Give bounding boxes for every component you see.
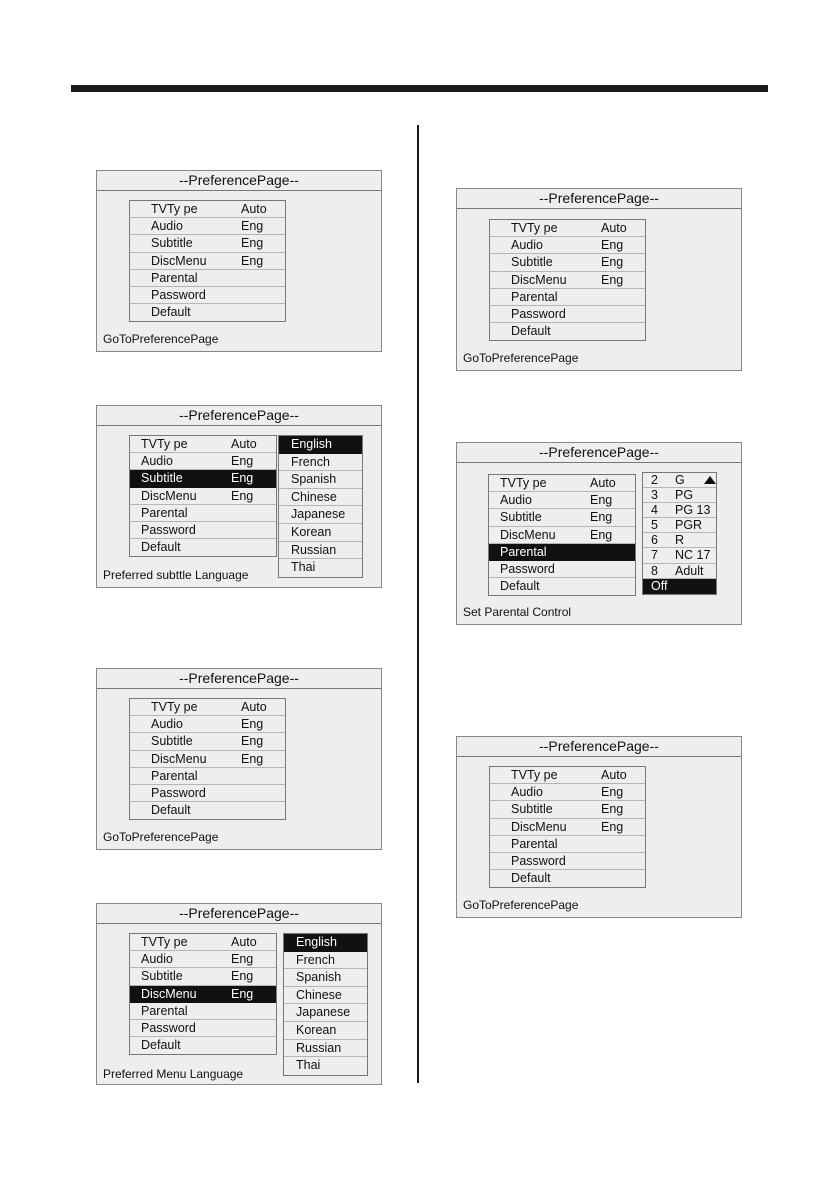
menu-item-value: Eng xyxy=(601,785,624,800)
menu-item-label: DiscMenu xyxy=(511,272,567,287)
rating-level: 5 xyxy=(651,518,658,533)
rating-option[interactable] xyxy=(643,564,716,579)
menu-item-label: Parental xyxy=(500,544,547,559)
menu-item-value: Eng xyxy=(601,802,624,817)
rating-option[interactable] xyxy=(643,488,716,503)
menu-item-label: Parental xyxy=(141,505,188,520)
language-option[interactable]: French xyxy=(279,454,362,472)
language-option[interactable]: Spanish xyxy=(279,471,362,489)
rating-label: PGR xyxy=(675,518,703,533)
menu-item-value: Eng xyxy=(241,734,264,749)
menu-item-password[interactable] xyxy=(489,561,635,578)
menu-item-label: Password xyxy=(511,306,566,321)
menu-item-label: Parental xyxy=(151,270,198,285)
menu-item-label: Password xyxy=(141,522,196,537)
menu-item-tvtype[interactable] xyxy=(130,699,285,716)
rating-label: Off xyxy=(651,578,668,593)
menu-item-label: Subtitle xyxy=(511,255,553,270)
rating-option[interactable] xyxy=(643,518,716,533)
menu-item-password[interactable] xyxy=(490,853,645,870)
rating-option[interactable] xyxy=(643,503,716,518)
menu-item-value: Auto xyxy=(231,935,257,949)
status-text: GoToPreferencePage xyxy=(463,351,579,365)
preference-panel-7 xyxy=(456,736,742,918)
menu-item-label: Parental xyxy=(141,1003,188,1018)
menu-item-audio[interactable] xyxy=(130,218,285,235)
menu-item-discmenu[interactable] xyxy=(130,488,276,505)
preference-panel-3 xyxy=(96,668,382,850)
menu-item-subtitle[interactable] xyxy=(489,509,635,526)
preference-menu xyxy=(129,698,286,820)
menu-item-default[interactable] xyxy=(130,802,285,819)
menu-item-label: Subtitle xyxy=(500,510,542,525)
menu-item-parental[interactable] xyxy=(490,836,645,853)
menu-item-label: Password xyxy=(141,1020,196,1035)
menu-item-label: DiscMenu xyxy=(500,527,556,542)
menu-item-label: Default xyxy=(151,803,191,818)
parental-rating-list xyxy=(642,472,717,595)
menu-item-value: Eng xyxy=(590,510,613,525)
menu-item-audio[interactable] xyxy=(490,784,645,801)
menu-item-value: Eng xyxy=(231,969,254,984)
menu-item-value: Eng xyxy=(241,717,264,732)
menu-item-label: Password xyxy=(151,785,206,800)
menu-item-tvtype[interactable] xyxy=(130,436,276,453)
menu-item-value: Auto xyxy=(231,437,257,451)
menu-item-value: Auto xyxy=(241,700,267,714)
menu-item-subtitle[interactable] xyxy=(130,968,276,985)
preference-panel-1 xyxy=(96,170,382,352)
rating-option[interactable] xyxy=(643,548,716,563)
preference-menu xyxy=(489,766,646,888)
rating-label: G xyxy=(675,473,685,487)
menu-item-audio[interactable] xyxy=(130,453,276,470)
menu-item-label: DiscMenu xyxy=(141,986,197,1001)
menu-item-parental[interactable] xyxy=(130,505,276,522)
menu-item-label: Parental xyxy=(511,836,558,851)
menu-item-value: Eng xyxy=(231,986,254,1001)
panel-title: --PreferencePage-- xyxy=(457,443,741,463)
language-option[interactable]: English xyxy=(279,436,362,454)
preference-panel-2 xyxy=(96,405,382,588)
menu-item-discmenu[interactable] xyxy=(130,986,276,1003)
menu-item-discmenu[interactable] xyxy=(130,751,285,768)
menu-item-tvtype[interactable] xyxy=(130,934,276,951)
menu-item-subtitle[interactable] xyxy=(130,235,285,252)
menu-item-parental[interactable] xyxy=(130,1003,276,1020)
language-option[interactable]: Thai xyxy=(291,560,316,575)
panel-title: --PreferencePage-- xyxy=(97,171,381,191)
menu-item-label: DiscMenu xyxy=(151,253,207,268)
menu-item-tvtype[interactable] xyxy=(490,220,645,237)
rating-level: 3 xyxy=(651,488,658,503)
language-list xyxy=(283,933,368,1076)
menu-item-subtitle[interactable] xyxy=(130,470,276,487)
menu-item-label: Audio xyxy=(151,219,183,234)
status-text: Preferred Menu Language xyxy=(103,1067,244,1081)
status-text: GoToPreferencePage xyxy=(103,332,219,346)
language-option[interactable]: Chinese xyxy=(279,489,362,507)
language-option[interactable]: Spanish xyxy=(284,969,367,987)
menu-item-value: Auto xyxy=(601,221,627,235)
menu-item-label: Audio xyxy=(141,454,173,469)
rating-option[interactable] xyxy=(643,533,716,548)
menu-item-label: Default xyxy=(141,540,181,555)
language-option[interactable]: Thai xyxy=(296,1058,321,1073)
language-option[interactable]: Japanese xyxy=(279,506,362,524)
menu-item-value: Auto xyxy=(601,768,627,782)
language-list xyxy=(278,435,363,578)
rating-option-off[interactable] xyxy=(643,579,716,594)
menu-item-tvtype[interactable] xyxy=(490,767,645,784)
menu-item-value: Eng xyxy=(241,253,264,268)
menu-item-label: Subtitle xyxy=(151,236,193,251)
menu-item-audio[interactable] xyxy=(130,716,285,733)
menu-item-value: Eng xyxy=(601,238,624,253)
rating-label: R xyxy=(675,533,685,548)
preference-menu xyxy=(129,933,277,1055)
menu-item-default[interactable] xyxy=(490,323,645,340)
rating-label: NC 17 xyxy=(675,548,711,563)
menu-item-value: Eng xyxy=(231,454,254,469)
menu-item-label: Audio xyxy=(511,238,543,253)
menu-item-default[interactable] xyxy=(130,539,276,556)
menu-item-label: TVTy pe xyxy=(500,476,547,490)
menu-item-password[interactable] xyxy=(130,522,276,539)
language-option[interactable]: English xyxy=(284,934,367,952)
preference-panel-4 xyxy=(96,903,382,1085)
language-option[interactable]: Russian xyxy=(279,542,362,560)
menu-item-label: TVTy pe xyxy=(141,935,188,949)
menu-item-discmenu[interactable] xyxy=(490,819,645,836)
menu-item-value: Eng xyxy=(241,219,264,234)
panel-title: --PreferencePage-- xyxy=(97,669,381,689)
menu-item-audio[interactable] xyxy=(490,237,645,254)
rating-level: 6 xyxy=(651,533,658,548)
menu-item-discmenu[interactable] xyxy=(490,272,645,289)
menu-item-label: TVTy pe xyxy=(511,768,558,782)
menu-item-label: Parental xyxy=(151,768,198,783)
menu-item-value: Eng xyxy=(241,751,264,766)
menu-item-value: Eng xyxy=(590,527,613,542)
status-text: Preferred subttle Language xyxy=(103,568,249,582)
menu-item-subtitle[interactable] xyxy=(130,733,285,750)
menu-item-parental[interactable] xyxy=(130,270,285,287)
menu-item-default[interactable] xyxy=(130,1037,276,1054)
panel-title: --PreferencePage-- xyxy=(457,189,741,209)
menu-item-label: Parental xyxy=(511,289,558,304)
scroll-up-arrow-icon[interactable] xyxy=(704,476,716,484)
menu-item-password[interactable] xyxy=(130,287,285,304)
language-option[interactable]: French xyxy=(284,952,367,970)
menu-item-label: Default xyxy=(511,324,551,339)
menu-item-label: Subtitle xyxy=(141,969,183,984)
menu-item-label: Audio xyxy=(141,952,173,967)
preference-panel-6 xyxy=(456,442,742,625)
menu-item-parental[interactable] xyxy=(490,289,645,306)
menu-item-password[interactable] xyxy=(490,306,645,323)
menu-item-label: Default xyxy=(511,871,551,886)
menu-item-label: DiscMenu xyxy=(141,488,197,503)
menu-item-label: Default xyxy=(500,579,540,594)
menu-item-parental[interactable] xyxy=(489,544,635,561)
preference-menu xyxy=(129,200,286,322)
menu-item-label: Password xyxy=(511,853,566,868)
menu-item-label: Audio xyxy=(511,785,543,800)
status-text: GoToPreferencePage xyxy=(103,830,219,844)
menu-item-value: Eng xyxy=(601,255,624,270)
menu-item-label: Password xyxy=(500,561,555,576)
rating-label: PG 13 xyxy=(675,503,711,518)
rating-option[interactable] xyxy=(643,473,716,488)
menu-item-label: Default xyxy=(151,305,191,320)
menu-item-label: Subtitle xyxy=(141,471,183,486)
preference-menu xyxy=(489,219,646,341)
language-option[interactable]: Korean xyxy=(279,524,362,542)
menu-item-label: Subtitle xyxy=(151,734,193,749)
menu-item-tvtype[interactable] xyxy=(130,201,285,218)
menu-item-password[interactable] xyxy=(130,785,285,802)
menu-item-password[interactable] xyxy=(130,1020,276,1037)
menu-item-discmenu[interactable] xyxy=(130,253,285,270)
menu-item-discmenu[interactable] xyxy=(489,527,635,544)
menu-item-value: Eng xyxy=(590,493,613,508)
language-option[interactable]: Russian xyxy=(284,1040,367,1058)
menu-item-label: DiscMenu xyxy=(151,751,207,766)
menu-item-label: TVTy pe xyxy=(151,700,198,714)
menu-item-parental[interactable] xyxy=(130,768,285,785)
language-option[interactable]: Korean xyxy=(284,1022,367,1040)
menu-item-value: Eng xyxy=(231,952,254,967)
menu-item-label: TVTy pe xyxy=(511,221,558,235)
status-text: Set Parental Control xyxy=(463,605,572,619)
menu-item-audio[interactable] xyxy=(130,951,276,968)
rating-label: PG xyxy=(675,488,694,503)
menu-item-value: Eng xyxy=(231,488,254,503)
panel-title: --PreferencePage-- xyxy=(457,737,741,757)
menu-item-label: Default xyxy=(141,1038,181,1053)
language-option[interactable]: Japanese xyxy=(284,1004,367,1022)
menu-item-value: Eng xyxy=(601,272,624,287)
preference-menu xyxy=(488,474,636,596)
menu-item-value: Eng xyxy=(231,471,254,486)
menu-item-default[interactable] xyxy=(130,304,285,321)
rating-level: 4 xyxy=(651,503,658,518)
menu-item-default[interactable] xyxy=(490,870,645,887)
menu-item-audio[interactable] xyxy=(489,492,635,509)
preference-panel-5 xyxy=(456,188,742,371)
rating-label: Adult xyxy=(675,563,704,578)
rating-level: 7 xyxy=(651,548,658,563)
menu-item-value: Auto xyxy=(590,476,616,490)
preference-menu xyxy=(129,435,277,557)
menu-item-label: Password xyxy=(151,287,206,302)
menu-item-label: Subtitle xyxy=(511,802,553,817)
menu-item-label: DiscMenu xyxy=(511,819,567,834)
status-text: GoToPreferencePage xyxy=(463,898,579,912)
menu-item-label: Audio xyxy=(500,493,532,508)
panel-title: --PreferencePage-- xyxy=(97,406,381,426)
menu-item-value: Eng xyxy=(241,236,264,251)
menu-item-label: TVTy pe xyxy=(151,202,198,216)
menu-item-default[interactable] xyxy=(489,578,635,595)
rating-level: 8 xyxy=(651,563,658,578)
menu-item-label: TVTy pe xyxy=(141,437,188,451)
menu-item-value: Auto xyxy=(241,202,267,216)
header-rule xyxy=(71,85,768,92)
language-option[interactable]: Chinese xyxy=(284,987,367,1005)
menu-item-subtitle[interactable] xyxy=(490,254,645,271)
menu-item-subtitle[interactable] xyxy=(490,801,645,818)
menu-item-value: Eng xyxy=(601,819,624,834)
menu-item-label: Audio xyxy=(151,717,183,732)
rating-level: 2 xyxy=(651,473,658,487)
panel-title: --PreferencePage-- xyxy=(97,904,381,924)
column-divider xyxy=(417,125,419,1083)
menu-item-tvtype[interactable] xyxy=(489,475,635,492)
